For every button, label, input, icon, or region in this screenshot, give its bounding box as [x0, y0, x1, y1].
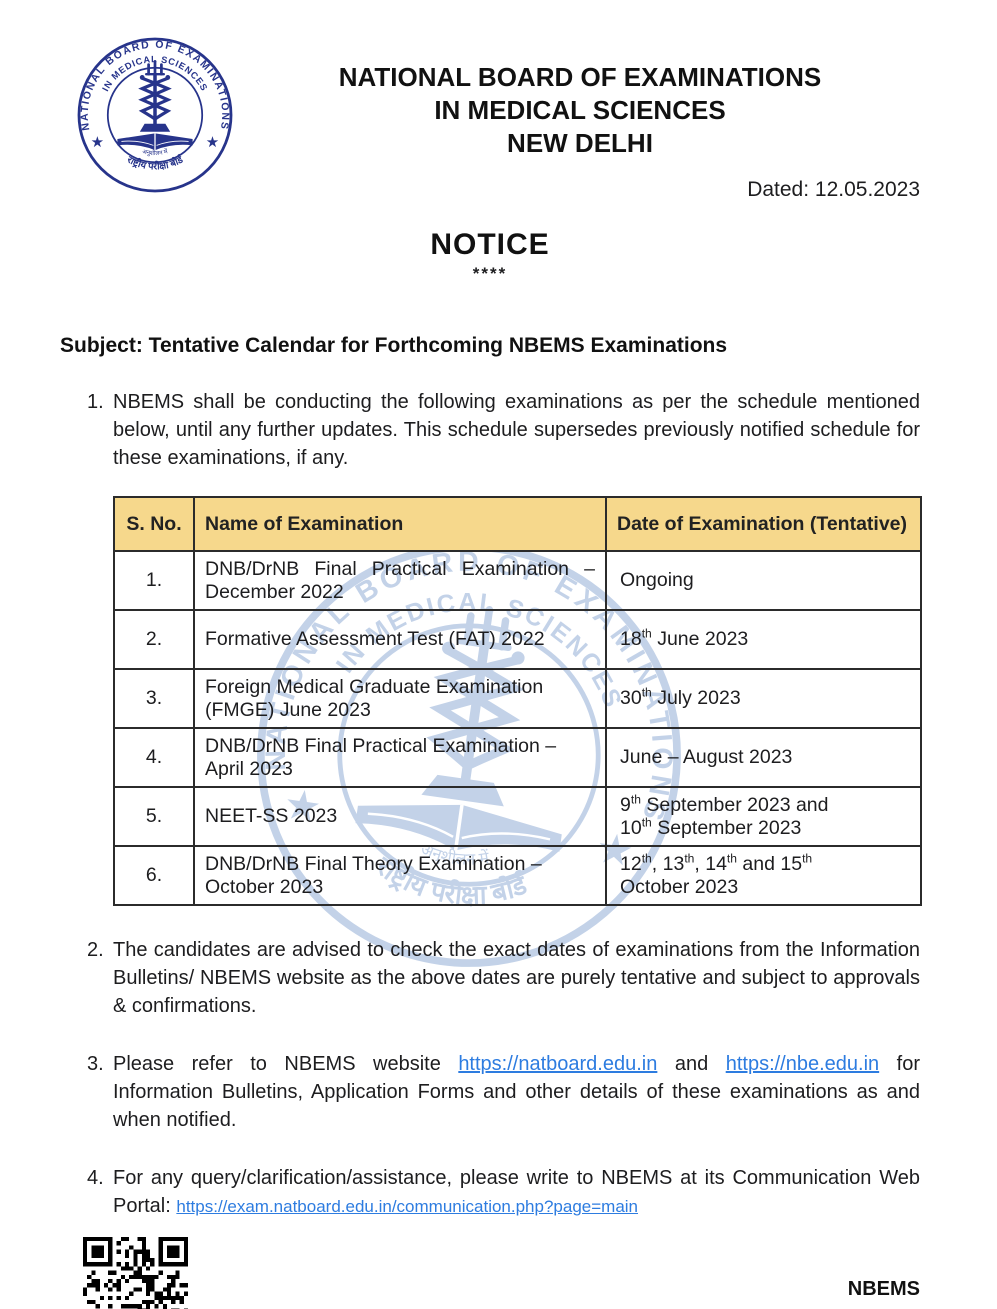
- hyperlink[interactable]: https://exam.natboard.edu.in/communication.php?page=main: [176, 1197, 639, 1216]
- ordinal-suffix: th: [641, 685, 652, 700]
- header-exam-date: Date of Examination (Tentative): [606, 497, 921, 551]
- cell-exam-name: DNB/DrNB Final Theory Examination – October 2023: [194, 846, 606, 905]
- cell-serial-number: 2.: [114, 610, 194, 669]
- header-sno: S. No.: [114, 497, 194, 551]
- hyperlink[interactable]: https://nbe.edu.in: [725, 1053, 880, 1075]
- exam-table-row: [114, 787, 921, 846]
- cell-exam-date: 9th September 2023 and 10th September 2023: [606, 787, 921, 846]
- ordinal-suffix: th: [641, 815, 652, 829]
- org-name-line2: IN MEDICAL SCIENCES: [434, 95, 726, 125]
- exam-table-header-row: [114, 497, 921, 551]
- cell-exam-date: 12th, 13th, 14th and 15th October 2023: [606, 846, 921, 905]
- cell-exam-name: DNB/DrNB Final Practical Examination – December 2022: [194, 551, 606, 610]
- ordinal-suffix: th: [684, 851, 695, 865]
- header-exam-name: Name of Examination: [194, 497, 606, 551]
- list-item: [60, 1050, 920, 1134]
- ordinal-suffix: th: [630, 792, 641, 806]
- cell-exam-date: 18th June 2023: [606, 610, 921, 669]
- cell-serial-number: 1.: [114, 551, 194, 610]
- item-text: NBEMS shall be conducting the following examinations as per the schedule mentioned below, until any further updates. This schedule supersedes previously notified schedule for these examinations, if any.: [113, 391, 920, 469]
- subject-line: Subject: Tentative Calendar for Forthcoming NBEMS Examinations: [60, 334, 728, 357]
- list-item: [60, 1164, 920, 1221]
- cell-serial-number: 3.: [114, 669, 194, 728]
- cell-exam-name: Foreign Medical Graduate Examination (FMGE) June 2023: [194, 669, 606, 728]
- ordinal-suffix: th: [641, 626, 652, 641]
- cell-serial-number: 6.: [114, 846, 194, 905]
- cell-exam-date: Ongoing: [606, 551, 921, 610]
- org-name-line3: NEW DELHI: [507, 128, 653, 158]
- org-title-block: [240, 35, 920, 160]
- item-number: 2.: [87, 939, 104, 961]
- item-number: 3.: [87, 1053, 104, 1075]
- exam-table-row: [114, 669, 921, 728]
- org-name-line1: NATIONAL BOARD OF EXAMINATIONS: [338, 62, 822, 92]
- notice-title: NOTICE: [430, 228, 550, 261]
- item-number: 1.: [87, 391, 104, 413]
- cell-exam-date: 30th July 2023: [606, 669, 921, 728]
- qr-code: [83, 1237, 188, 1309]
- item-number: 4.: [87, 1167, 104, 1189]
- item-text: The candidates are advised to check the exact dates of examinations from the Information Bulletins/ NBEMS website as the above dates are purely tentative and subject to approvals & confirmations.: [113, 939, 920, 1017]
- document-footer: [60, 1237, 920, 1309]
- exam-table-row: [114, 846, 921, 905]
- exam-schedule-table-wrap: [113, 496, 920, 906]
- item-text: For any query/clarification/assistance, please write to NBEMS at its Communication Web Portal: https://exam.natboard.edu.in/communication.php?page=main: [113, 1167, 920, 1217]
- ordinal-suffix: th: [641, 851, 652, 865]
- ordinal-suffix: th: [802, 851, 813, 865]
- exam-table-row: [114, 728, 921, 787]
- document-header: [60, 35, 920, 160]
- numbered-list: [60, 388, 920, 1221]
- cell-exam-name: NEET-SS 2023: [194, 787, 606, 846]
- nbems-logo: [75, 35, 235, 195]
- list-item: [60, 936, 920, 1020]
- nbems-signature: NBEMS: [847, 1278, 920, 1300]
- cell-exam-date: June – August 2023: [606, 728, 921, 787]
- cell-serial-number: 5.: [114, 787, 194, 846]
- exam-table-body: [114, 551, 921, 905]
- cell-exam-name: DNB/DrNB Final Practical Examination – April 2023: [194, 728, 606, 787]
- notice-divider-stars: ****: [472, 264, 508, 283]
- dated-line: Dated: 12.05.2023: [747, 178, 920, 201]
- exam-table-row: [114, 610, 921, 669]
- list-item: [60, 388, 920, 472]
- cell-serial-number: 4.: [114, 728, 194, 787]
- exam-schedule-table: [113, 496, 922, 906]
- exam-table-row: [114, 551, 921, 610]
- cell-exam-name: Formative Assessment Test (FAT) 2022: [194, 610, 606, 669]
- ordinal-suffix: th: [726, 851, 737, 865]
- hyperlink[interactable]: https://natboard.edu.in: [458, 1053, 658, 1075]
- item-text: Please refer to NBEMS website https://natboard.edu.in and https://nbe.edu.in for Information Bulletins, Application Forms and other details of these examinations as and when notified.: [113, 1053, 920, 1131]
